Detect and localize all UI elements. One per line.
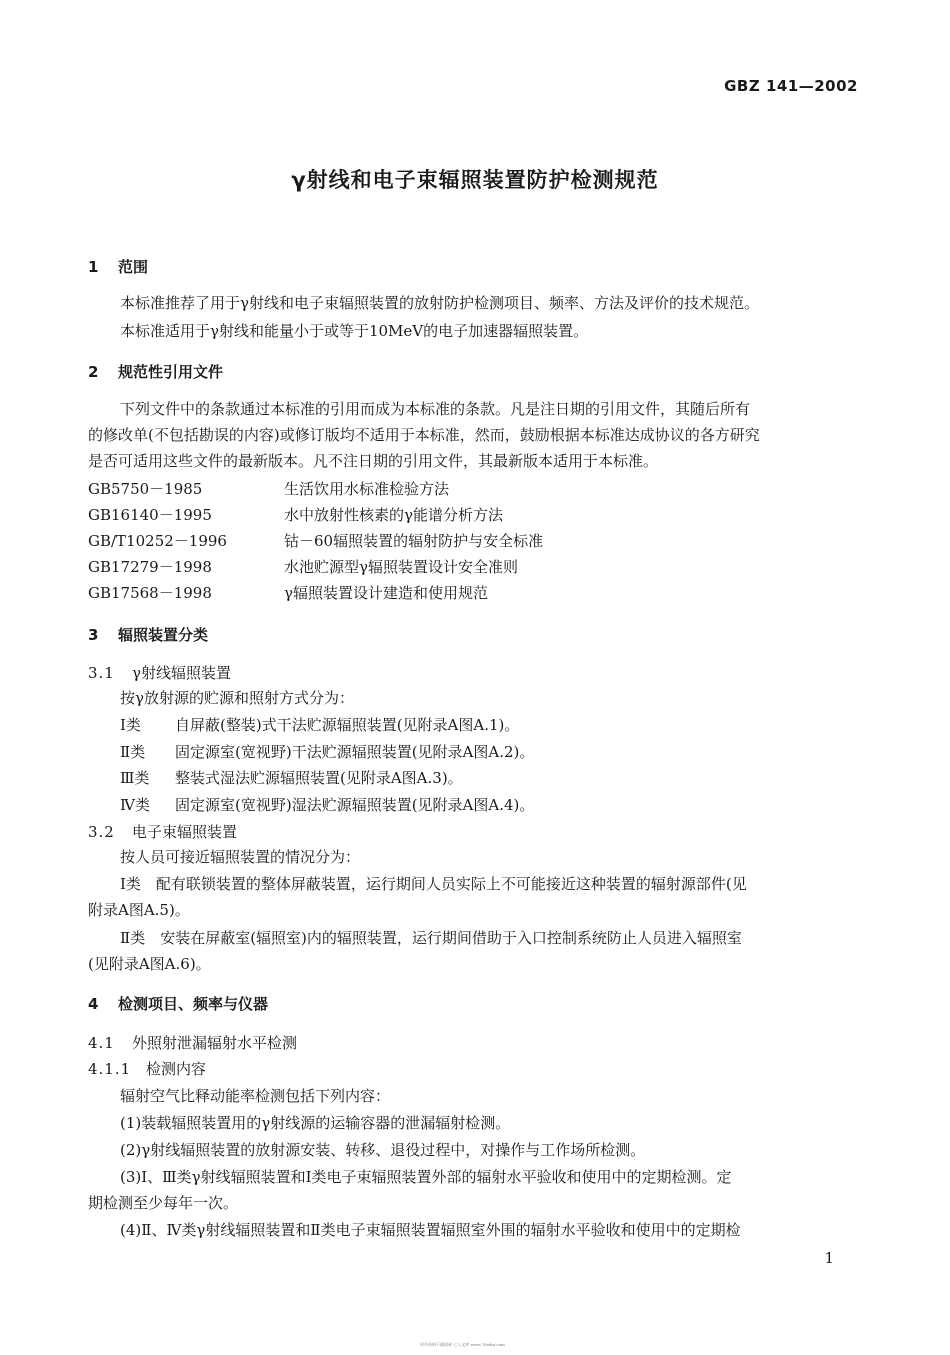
paragraph: 附录A图A.5)。	[88, 901, 190, 919]
section-title: 规范性引用文件	[118, 363, 224, 381]
reference-title: γ辐照装置设计建造和使用规范	[284, 584, 488, 602]
subsection-title: γ射线辐照装置	[132, 664, 231, 682]
paragraph: 本标准推荐了用于γ射线和电子束辐照装置的放射防护检测项目、频率、方法及评价的技术规范。	[120, 294, 759, 312]
paragraph: 辐射空气比释动能率检测包括下列内容：	[120, 1087, 391, 1105]
class-item	[120, 767, 463, 788]
section-3-heading	[88, 624, 208, 645]
reference-code: GB/T10252－1996	[88, 532, 227, 550]
subsection-number: 3.1	[88, 664, 115, 682]
section-1-heading	[88, 256, 148, 277]
class-label: Ⅳ类	[120, 796, 150, 814]
subsection-title: 电子束辐照装置	[132, 823, 238, 841]
paragraph: (4)Ⅱ、Ⅳ类γ射线辐照装置和Ⅱ类电子束辐照装置辐照室外围的辐射水平验收和使用中的定期检	[120, 1221, 741, 1239]
section-number: 2	[88, 363, 99, 381]
reference-code: GB5750－1985	[88, 480, 203, 498]
paragraph: (2)γ射线辐照装置的放射源安装、转移、退役过程中，对操作与工作场所检测。	[120, 1141, 646, 1159]
section-title: 辐照装置分类	[118, 626, 209, 644]
section-number: 1	[88, 258, 99, 276]
subsection-title: 检测内容	[146, 1060, 207, 1078]
class-text: 自屏蔽(整装)式干法贮源辐照装置(见附录A图A.1)。	[175, 716, 520, 734]
page-title: γ射线和电子束辐照装置防护检测规范	[291, 168, 659, 192]
section-number: 3	[88, 626, 99, 644]
reference-item	[88, 504, 503, 525]
class-label: Ⅱ类	[120, 743, 146, 761]
class-item	[120, 794, 534, 815]
section-number: 4	[88, 995, 99, 1013]
paragraph: 按γ放射源的贮源和照射方式分为：	[120, 689, 354, 707]
paragraph: (1)装载辐照装置用的γ射线源的运输容器的泄漏辐射检测。	[120, 1114, 511, 1132]
section-title: 检测项目、频率与仪器	[118, 995, 269, 1013]
reference-title: 水池贮源型γ辐照装置设计安全准则	[284, 558, 518, 576]
subsection-title: 外照射泄漏辐射水平检测	[132, 1034, 298, 1052]
reference-code: GB17279－1998	[88, 558, 212, 576]
reference-title: 水中放射性核素的γ能谱分析方法	[284, 506, 503, 524]
reference-title: 生活饮用水标准检验方法	[284, 480, 450, 498]
paragraph: 本标准适用于γ射线和能量小于或等于10MeV的电子加速器辐照装置。	[120, 322, 589, 340]
reference-code: GB17568－1998	[88, 584, 212, 602]
paragraph: 期检测至少每年一次。	[88, 1194, 239, 1212]
reference-title: 钴－60辐照装置的辐射防护与安全标准	[284, 532, 544, 550]
document-code: GBZ 141—2002	[724, 77, 858, 95]
paragraph: 下列文件中的条款通过本标准的引用而成为本标准的条款。凡是注日期的引用文件，其随后所有	[120, 400, 751, 418]
paragraph: 是否可适用这些文件的最新版本。凡不注日期的引用文件，其最新版本适用于本标准。	[88, 452, 659, 470]
paragraph: (见附录A图A.6)。	[88, 955, 211, 973]
reference-item	[88, 556, 518, 577]
subsection-number: 3.2	[88, 823, 115, 841]
paragraph: Ⅱ类 安装在屏蔽室(辐照室)内的辐照装置，运行期间借助于入口控制系统防止人员进入辐照室	[120, 929, 742, 947]
paragraph: 的修改单(不包括勘误的内容)或修订版均不适用于本标准，然而，鼓励根据本标准达成协议的各方研究	[88, 426, 760, 444]
footer-watermark: 更多资料下载请到 七八文库 www.78wku.com	[420, 1342, 505, 1347]
reference-item	[88, 478, 449, 499]
subsection-number: 4.1.1	[88, 1060, 132, 1078]
reference-code: GB16140－1995	[88, 506, 212, 524]
subsection-number: 4.1	[88, 1034, 115, 1052]
class-text: 固定源室(宽视野)干法贮源辐照装置(见附录A图A.2)。	[175, 743, 535, 761]
page-number: 1	[824, 1249, 834, 1267]
subsection-4-1-1-heading	[88, 1058, 206, 1079]
section-2-heading	[88, 361, 223, 382]
class-text: 固定源室(宽视野)湿法贮源辐照装置(见附录A图A.4)。	[175, 796, 535, 814]
reference-item	[88, 530, 543, 551]
paragraph: Ⅰ类 配有联锁装置的整体屏蔽装置，运行期间人员实际上不可能接近这种装置的辐射源部件(见	[120, 875, 747, 893]
subsection-3-1-heading	[88, 662, 231, 683]
class-item	[120, 714, 519, 735]
class-text: 整装式湿法贮源辐照装置(见附录A图A.3)。	[175, 769, 463, 787]
paragraph: 按人员可接近辐照装置的情况分为：	[120, 848, 361, 866]
paragraph: (3)Ⅰ、Ⅲ类γ射线辐照装置和Ⅰ类电子束辐照装置外部的辐射水平验收和使用中的定期检测。定	[120, 1168, 732, 1186]
subsection-4-1-heading	[88, 1032, 297, 1053]
class-label: Ⅲ类	[120, 769, 150, 787]
subsection-3-2-heading	[88, 821, 237, 842]
section-4-heading	[88, 993, 268, 1014]
reference-item	[88, 582, 488, 603]
class-item	[120, 741, 534, 762]
class-label: Ⅰ类	[120, 716, 141, 734]
section-title: 范围	[118, 258, 149, 276]
